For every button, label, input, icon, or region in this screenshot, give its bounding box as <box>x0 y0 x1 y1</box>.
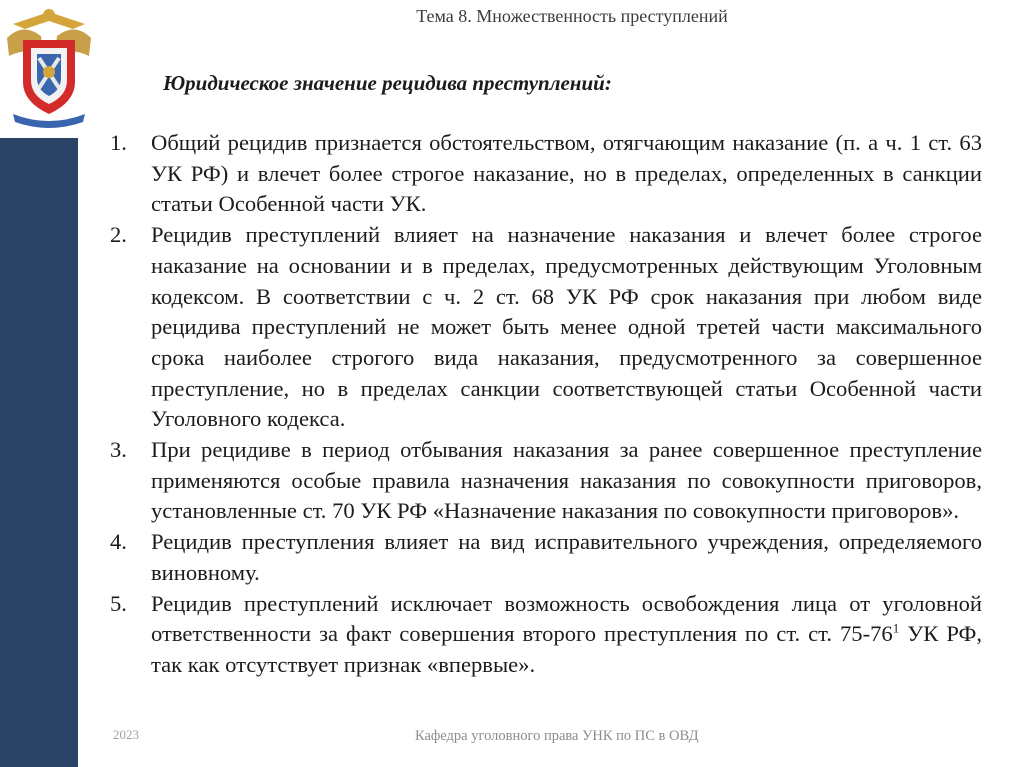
list-item <box>110 220 982 435</box>
list-item <box>110 435 982 527</box>
item-number: 4. <box>110 529 127 555</box>
footer-year: 2023 <box>113 727 139 742</box>
item-text: Общий рецидив признается обстоятельством, отягчающим наказание (п. а ч. 1 ст. 63 УК РФ) и влечет более строгое наказание, но в пределах, определенных в санкции статьи Особенной части УК. <box>151 130 982 217</box>
list-item <box>110 589 982 681</box>
footer-department: Кафедра уголовного права УНК по ПС в ОВД <box>415 728 699 744</box>
list-item <box>110 128 982 220</box>
side-bar <box>0 138 78 767</box>
item-text: Рецидив преступления влияет на вид исправительного учреждения, определяемого виновному. <box>151 529 982 585</box>
item-text: Рецидив преступлений влияет на назначение наказания и влечет более строгое наказание на основании и в пределах, предусмотренных действующим Уголовным кодексом. В соответствии с ч. 2 ст. 68 УК РФ срок наказания при любом виде рецидива преступлений не может быть менее одной третей части максимального срока наиболее строгого вида наказания, предусмотренного за совершенное преступление, но в пределах санкции соответствующей статьи Особенной части Уголовного кодекса. <box>151 222 982 432</box>
item-list <box>110 128 982 681</box>
item-text: При рецидиве в период отбывания наказания за ранее совершенное преступление применяются особые правила назначения наказания по совокупности приговоров, установленные ст. 70 УК РФ «Назначение наказания по совокупности приговоров». <box>151 437 982 524</box>
topic-title: Тема 8. Множественность преступлений <box>416 6 728 26</box>
slide-heading: Юридическое значение рецидива преступлений: <box>163 71 612 95</box>
item-number: 3. <box>110 437 127 463</box>
item-text-continued: УК РФ, так как отсутствует признак «впервые». <box>151 621 982 677</box>
item-text: Рецидив преступлений исключает возможность освобождения лица от уголовной ответственности за факт совершения второго преступления по ст. ст. 75-76 <box>151 590 982 647</box>
list-item <box>110 527 982 588</box>
item-number: 5. <box>110 590 127 616</box>
item-superscript: 1 <box>892 620 900 636</box>
item-number: 1. <box>110 130 127 155</box>
item-number: 2. <box>110 222 127 248</box>
